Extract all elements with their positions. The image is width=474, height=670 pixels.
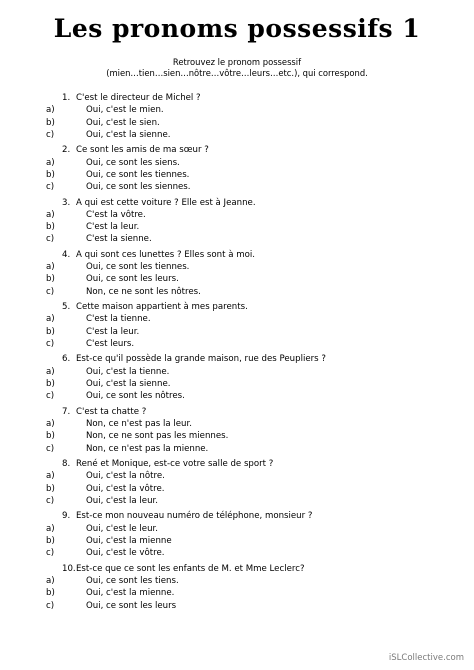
option-text: Oui, ce sont les leurs.: [86, 274, 179, 285]
question-text: A qui sont ces lunettes ? Elles sont à moi.: [76, 249, 255, 260]
option-letter: a): [46, 157, 55, 168]
instruction-line-1: Retrouvez le pronom possessif: [172, 57, 302, 67]
option-text: Non, ce ne sont pas les miennes.: [86, 431, 229, 442]
answer-option: [0, 181, 474, 193]
question-text: C'est le directeur de Michel ?: [76, 93, 201, 103]
option-text: C'est la leur.: [86, 326, 140, 337]
option-text: Oui, ce sont les tiennes.: [86, 262, 190, 273]
option-text: C'est la sienne.: [86, 234, 152, 245]
question-number: 1.: [62, 93, 71, 103]
question-number: 2.: [62, 145, 71, 156]
option-text: C'est la tienne.: [86, 314, 151, 325]
question-line: [0, 510, 474, 522]
question-block: [0, 301, 474, 353]
option-text: Oui, c'est le sien.: [86, 117, 160, 128]
option-text: C'est la vôtre.: [86, 209, 146, 220]
option-letter: b): [46, 169, 55, 180]
answer-option: [0, 313, 474, 325]
answer-option: [0, 418, 474, 430]
option-text: Oui, ce sont les siennes.: [86, 182, 191, 193]
option-letter: b): [46, 117, 55, 128]
answer-option: [0, 169, 474, 181]
question-block: [0, 510, 474, 562]
question-number: 6.: [62, 354, 71, 365]
option-text: Oui, ce sont les siens.: [86, 157, 180, 168]
question-list: [0, 92, 474, 615]
question-block: [0, 249, 474, 301]
question-text: A qui est cette voiture ? Elle est à Jeanne.: [76, 197, 256, 208]
option-letter: b): [46, 274, 55, 285]
option-letter: c): [46, 234, 55, 245]
option-letter: c): [46, 443, 55, 454]
option-letter: a): [46, 314, 55, 325]
question-number: 9.: [62, 511, 71, 522]
option-text: Oui, c'est la mienne.: [86, 588, 175, 599]
question-line: [0, 353, 474, 365]
question-number: 7.: [62, 406, 71, 417]
question-line: [0, 92, 474, 104]
question-line: [0, 406, 474, 418]
question-text: René et Monique, est-ce votre salle de sport ?: [76, 459, 274, 470]
worksheet-title: Les pronoms possessifs 1: [53, 14, 421, 43]
answer-option: [0, 547, 474, 559]
site-watermark: iSLCollective.com: [388, 653, 464, 663]
question-line: [0, 249, 474, 261]
option-text: Oui, c'est la sienne.: [86, 129, 171, 140]
option-letter: a): [46, 366, 55, 377]
option-text: Oui, c'est le mien.: [86, 105, 164, 116]
answer-option: [0, 338, 474, 350]
option-text: Non, ce ne sont les nôtres.: [86, 286, 201, 297]
answer-option: [0, 366, 474, 378]
question-line: [0, 144, 474, 156]
option-letter: c): [46, 548, 55, 559]
question-text: Ce sont les amis de ma sœur ?: [76, 145, 209, 156]
option-letter: a): [46, 575, 55, 586]
option-text: Oui, c'est la leur.: [86, 495, 158, 506]
option-letter: c): [46, 182, 55, 193]
option-letter: b): [46, 222, 55, 233]
question-block: [0, 406, 474, 458]
option-text: C'est la leur.: [86, 222, 140, 233]
question-text: Est-ce qu'il possède la grande maison, rue des Peupliers ?: [76, 354, 326, 365]
option-letter: a): [46, 105, 55, 116]
answer-option: [0, 326, 474, 338]
option-letter: a): [46, 419, 55, 430]
instructions: [0, 57, 474, 79]
option-text: Oui, c'est la sienne.: [86, 379, 171, 390]
answer-option: [0, 390, 474, 402]
question-line: [0, 458, 474, 470]
answer-option: [0, 157, 474, 169]
question-block: [0, 458, 474, 510]
option-letter: b): [46, 379, 55, 390]
question-number: 5.: [62, 302, 71, 313]
option-text: Non, ce n'est pas la mienne.: [86, 443, 209, 454]
question-line: [0, 197, 474, 209]
answer-option: [0, 221, 474, 233]
question-text: C'est ta chatte ?: [76, 406, 147, 417]
option-letter: b): [46, 483, 55, 494]
answer-option: [0, 535, 474, 547]
answer-option: [0, 286, 474, 298]
option-letter: b): [46, 431, 55, 442]
answer-option: [0, 430, 474, 442]
option-text: Oui, ce sont les leurs: [86, 600, 177, 611]
question-number: 8.: [62, 459, 71, 470]
answer-option: [0, 483, 474, 495]
option-text: Oui, c'est la mienne: [86, 535, 172, 546]
question-block: [0, 92, 474, 144]
question-number: 4.: [62, 249, 71, 260]
answer-option: [0, 600, 474, 612]
option-letter: c): [46, 286, 55, 297]
option-text: Oui, ce sont les tiennes.: [86, 169, 190, 180]
option-letter: a): [46, 209, 55, 220]
option-letter: b): [46, 535, 55, 546]
option-letter: b): [46, 588, 55, 599]
option-text: Oui, ce sont les tiens.: [86, 575, 179, 586]
answer-option: [0, 575, 474, 587]
answer-option: [0, 117, 474, 129]
question-block: [0, 353, 474, 405]
answer-option: [0, 470, 474, 482]
option-letter: b): [46, 326, 55, 337]
option-letter: a): [46, 471, 55, 482]
answer-option: [0, 261, 474, 273]
option-text: C'est leurs.: [86, 339, 135, 350]
answer-option: [0, 129, 474, 141]
question-number: 3.: [62, 197, 71, 208]
question-block: [0, 197, 474, 249]
question-line: [0, 301, 474, 313]
option-text: Oui, c'est la vôtre.: [86, 483, 165, 494]
option-letter: c): [46, 129, 55, 140]
option-text: Non, ce n'est pas la leur.: [86, 419, 192, 430]
question-text: Cette maison appartient à mes parents.: [76, 302, 248, 313]
answer-option: [0, 378, 474, 390]
question-number: 10.: [62, 563, 76, 574]
instruction-line-2: (mien…tien…sien…nôtre…vôtre…leurs…etc.), qui correspond.: [106, 68, 368, 78]
answer-option: [0, 523, 474, 535]
question-line: [0, 563, 474, 575]
answer-option: [0, 233, 474, 245]
option-letter: c): [46, 391, 55, 402]
option-text: Oui, ce sont les nôtres.: [86, 391, 185, 402]
option-text: Oui, c'est la nôtre.: [86, 471, 165, 482]
option-letter: c): [46, 600, 55, 611]
answer-option: [0, 587, 474, 599]
option-letter: c): [46, 339, 55, 350]
answer-option: [0, 104, 474, 116]
answer-option: [0, 495, 474, 507]
option-letter: c): [46, 495, 55, 506]
option-text: Oui, c'est le leur.: [86, 523, 159, 534]
answer-option: [0, 443, 474, 455]
answer-option: [0, 209, 474, 221]
option-text: Oui, c'est le vôtre.: [86, 548, 165, 559]
question-block: [0, 144, 474, 196]
answer-option: [0, 273, 474, 285]
option-text: Oui, c'est la tienne.: [86, 366, 170, 377]
question-text: Est-ce que ce sont les enfants de M. et Mme Leclerc?: [76, 563, 305, 574]
question-block: [0, 563, 474, 615]
question-text: Est-ce mon nouveau numéro de téléphone, monsieur ?: [76, 511, 313, 522]
option-letter: a): [46, 262, 55, 273]
option-letter: a): [46, 523, 55, 534]
